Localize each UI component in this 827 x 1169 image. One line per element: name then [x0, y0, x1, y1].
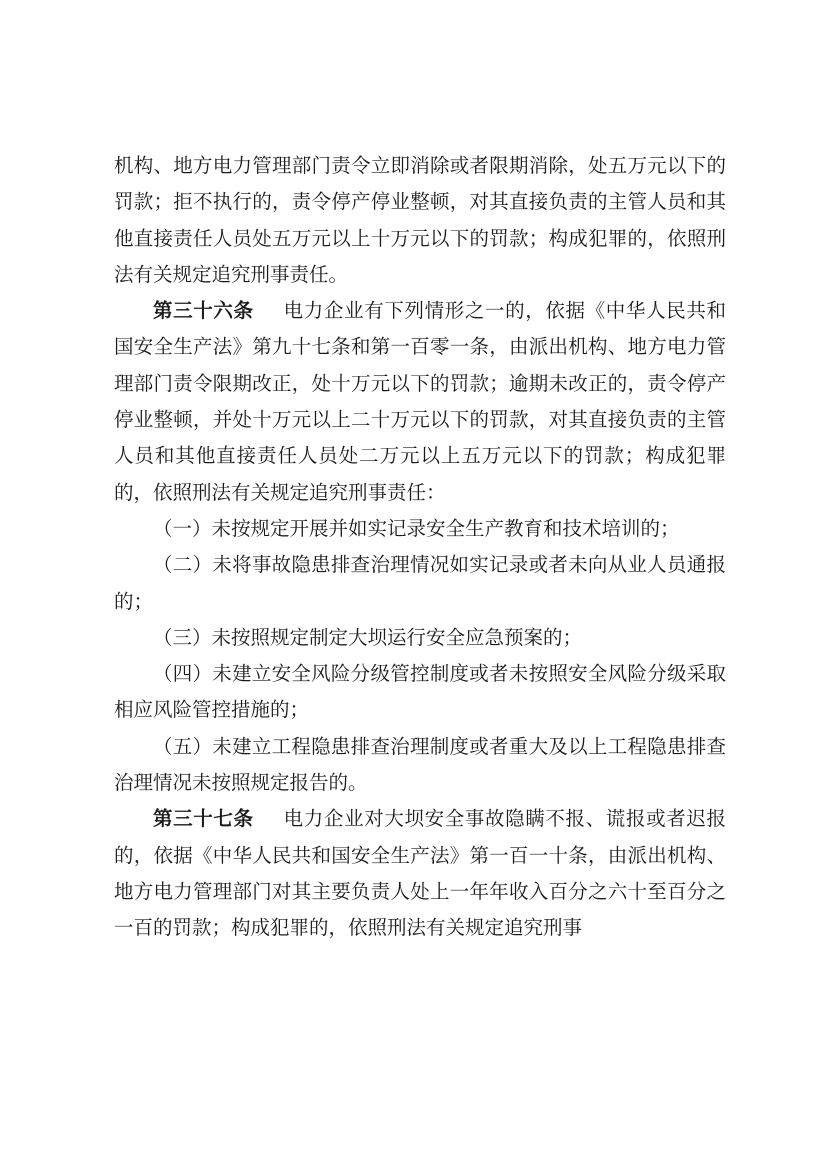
article-37: 第三十七条 电力企业对大坝安全事故隐瞒不报、谎报或者迟报的，依据《中华人民共和国安全生产法》第一百一十条，由派出机构、地方电力管理部门对其主要负责人处上一年年收入百分之六十至百分之一百的罚款；构成犯罪的，依照刑法有关规定追究刑事 [114, 807, 726, 940]
paragraph-continuation: 机构、地方电力管理部门责令立即消除或者限期消除，处五万元以下的罚款；拒不执行的，责令停产停业整顿，对其直接负责的主管人员和其他直接责任人员处五万元以上十万元以下的罚款；构成犯罪的，依照刑法有关规定追究刑事责任。 [114, 154, 726, 286]
article-heading: 第三十七条 [153, 807, 254, 831]
list-item: （一）未按规定开展并如实记录安全生产教育和技术培训的； [153, 516, 680, 540]
list-item: （五）未建立工程隐患排查治理制度或者重大及以上工程隐患排查治理情况未按照规定报告的。 [114, 734, 726, 795]
article-36: 第三十六条 电力企业有下列情形之一的，依据《中华人民共和国安全生产法》第九十七条和第一百零一条，由派出机构、地方电力管理部门责令限期改正，处十万元以下的罚款；逾期未改正的，责令停产停业整顿，并处十万元以上二十万元以下的罚款，对其直接负责的主管人员和其他直接责任人员处二万元以上五万元以下的罚款；构成犯罪的，依照刑法有关规定追究刑事责任： [114, 299, 726, 504]
list-item: （二）未将事故隐患排查治理情况如实记录或者未向从业人员通报的； [114, 553, 726, 613]
list-item: （三）未按照规定制定大坝运行安全应急预案的； [153, 625, 583, 649]
article-heading: 第三十六条 [153, 299, 254, 323]
document-page [114, 148, 726, 947]
list-item: （四）未建立安全风险分级管控制度或者未按照安全风险分级采取相应风险管控措施的； [114, 662, 726, 722]
